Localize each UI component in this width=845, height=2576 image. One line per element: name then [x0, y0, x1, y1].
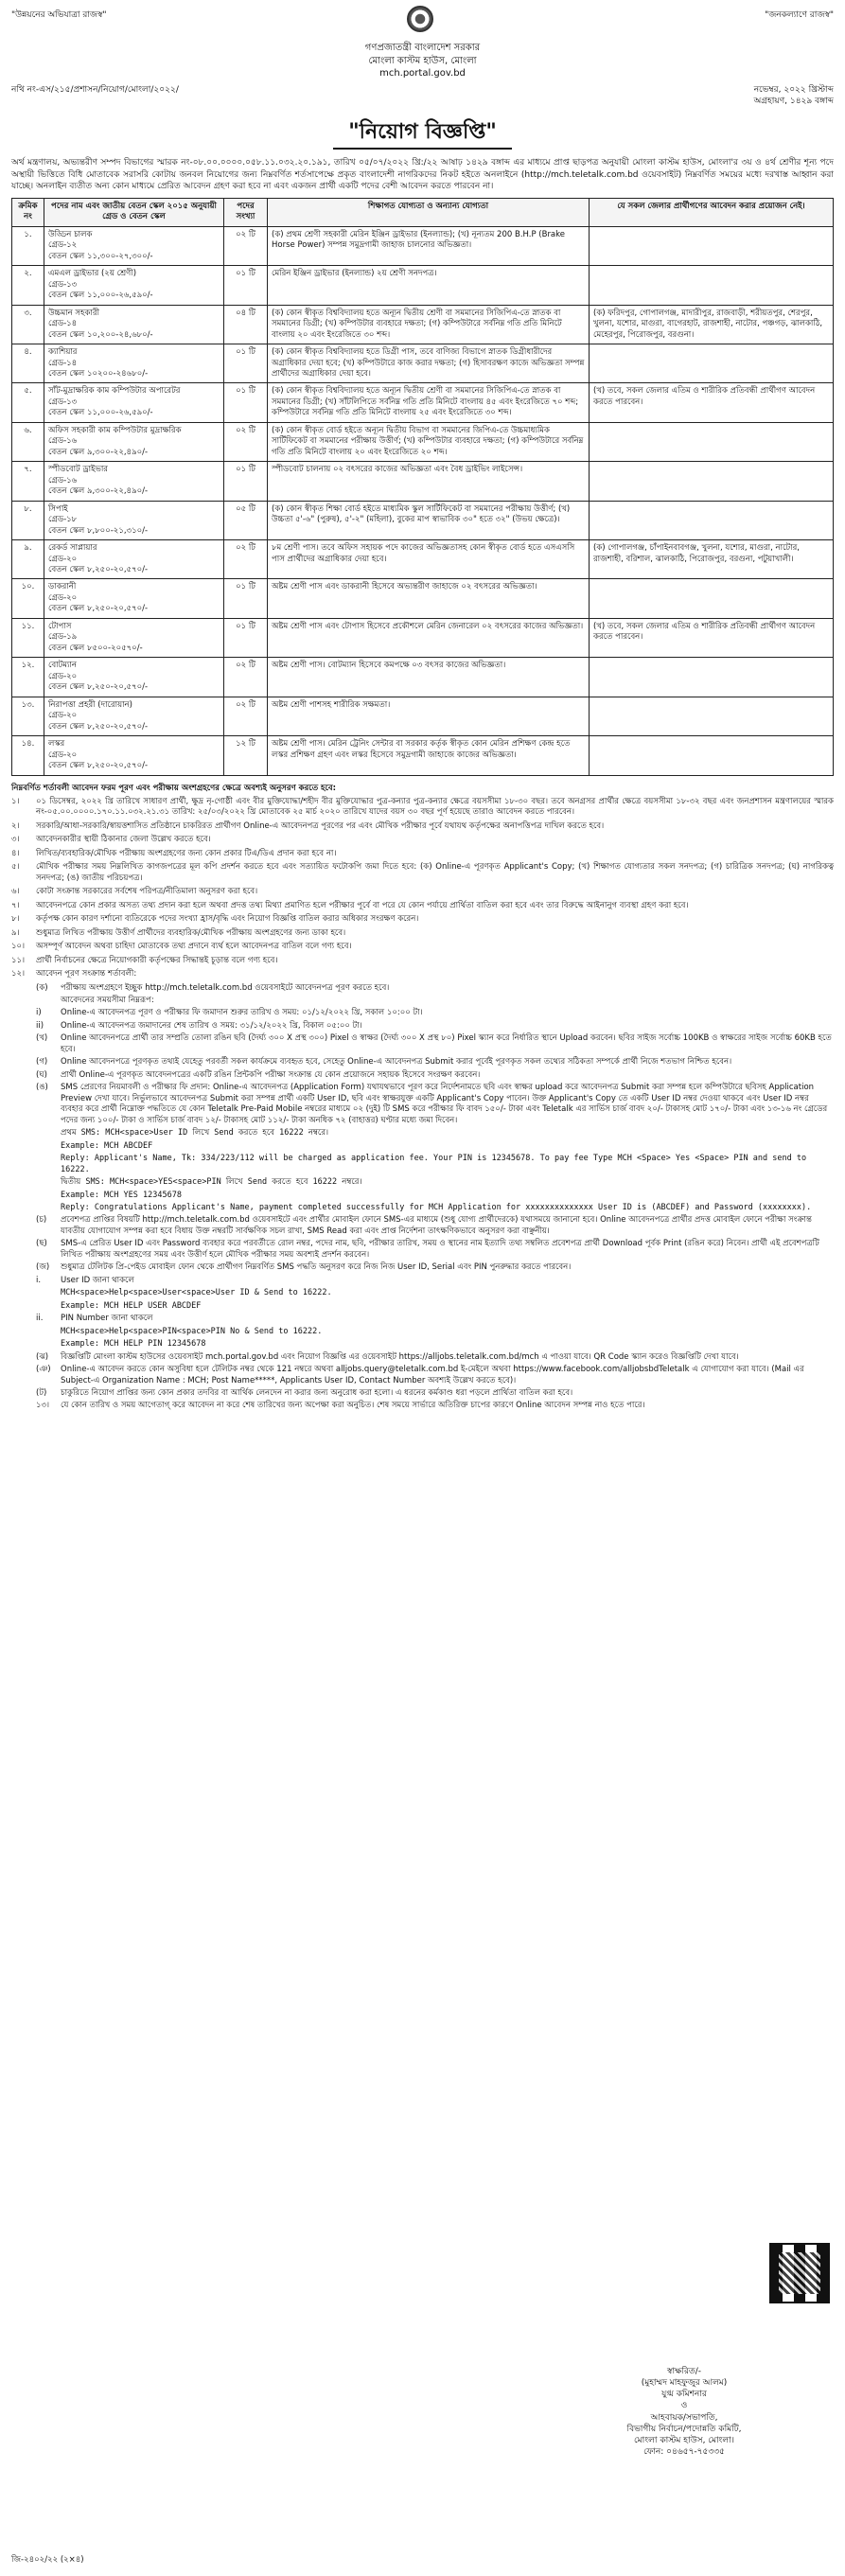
table-row [12, 736, 834, 775]
tail-rule [11, 1365, 834, 1386]
header-line-1: গণপ্রজাতন্ত্রী বাংলাদেশ সরকার [364, 43, 481, 53]
post-scale: বেতন স্কেল ৮৫০০-২০৫৭০/- [48, 643, 143, 653]
header-line-2: মোংলা কাস্টম হাউস, মোংলা [368, 55, 477, 66]
more-rules-list [11, 1215, 834, 1273]
cell-excluded-districts: (খ) তবে, সকল জেলার এতিম ও শারীরিক প্রতিবন্ধী প্রার্থীগণ আবেদন করতে পারবেন। [590, 618, 834, 657]
recovery-item [11, 1314, 834, 1324]
post-name: নিরাপত্তা প্রহরী (দারোয়ান) [48, 699, 132, 710]
rule-item-number: ১০। [11, 942, 26, 952]
rule-item-number: ১২। [11, 969, 26, 979]
cell-excluded-districts: (ক) ফরিদপুর, গোপালগঞ্জ, মাদারীপুর, রাজবাড়ী, শরীয়তপুর, শেরপুর, খুলনা, যশোর, মাগুরা, বাগেরহাট, রাজশাহী, নাটোর, পঞ্চগড়, ঝালকাঠি, মেহেরপুর, পিরোজপুর, বরগুনা। [590, 305, 834, 344]
cell-count: ০৪ টি [224, 305, 268, 344]
online-rule-text: Online আবেদনপত্রে পূরণকৃত তথ্যই যেহেতু পরবর্তী সকল কার্যক্রমে ব্যবহৃত হবে, সেহেতু Online-এ আবেদনপত্র Submit করার পূর্বেই পূরণকৃত সকল তথ্যের সঠিকতা সম্পর্কে প্রার্থী নিজে শতভাগ নিশ্চিত হবেন। [61, 1057, 732, 1067]
cell-qualification: অষ্টম শ্রেণী পাস। বোটম্যান হিসেবে কমপক্ষে ০৩ বৎসর কাজের অভিজ্ঞতা। [268, 658, 590, 697]
post-name: বোটম্যান [48, 661, 77, 671]
post-scale: বেতন স্কেল ১১,০০০-২৬,৫৯০/- [48, 408, 153, 418]
col-qualification: শিক্ষাগত যোগ্যতা ও অন্যান্য যোগ্যতা [268, 198, 590, 226]
post-grade: গ্রেড-১২ [48, 240, 78, 251]
recovery-text: PIN Number জানা থাকলে [61, 1314, 153, 1324]
more-rule-number: (জ) [36, 1262, 50, 1273]
table-row [12, 344, 834, 383]
cell-serial: ১২. [12, 658, 44, 697]
post-grade: গ্রেড-১৯ [48, 632, 78, 643]
rule-item-text: ০১ ডিসেম্বর, ২০২২ খ্রি তারিখে সাধারণ প্রার্থী, ক্ষুদ্র নৃ-গোষ্ঠী এবং বীর মুক্তিযোদ্ধা/শহীদ বীর মুক্তিযোদ্ধার পুত্র-কন্যার পুত্র-কন্যার ক্ষেত্রে বয়সসীমা ১৮-৩০ বছর। তবে অনগ্রসর প্রার্থীর ক্ষেত্রে বয়সসীমা ১৮-৩২ বছর এবং জনপ্রশাসন মন্ত্রণালয়ের স্মারক নং-০৫.০০.০০০০.১৭০.১১.০৩২.২১.৩১ তারিখ: ২৫/০৩/২০২২ খ্রি মোতাবেক ২৫ মার্চ ২০২০ তারিখে যাদের বয়স ৩০ বছর পূর্ণ হয়েছে তারাও আবেদন করতে পারবেন। [36, 796, 834, 818]
cell-qualification: (ক) কোন স্বীকৃত বিশ্ববিদ্যালয় হতে ডিগ্রী পাস, তবে বাণিজ্য বিভাগে স্নাতক ডিগ্রীধারীদের অগ্রাধিকার দেয়া হবে; (খ) কম্পিউটারে কাজ করার দক্ষতা; (গ) হিসাবরক্ষণ কাজে অভিজ্ঞতা সম্পন্ন প্রার্থীদের অগ্রাধিকার দেয়া হবে। [268, 344, 590, 383]
online-rule [11, 1008, 834, 1018]
qr-code-icon [769, 2243, 830, 2303]
rule-item [11, 914, 834, 925]
cell-qualification: অষ্টম শ্রেণী পাস এবং ডাকরানী হিসেবে অভ্যন্তরীণ জাহাজে ০২ বৎসরের অভিজ্ঞতা। [268, 579, 590, 618]
cell-serial: ১৩. [12, 697, 44, 735]
signatory-position: আহবায়ক/সভাপতি, [650, 2412, 718, 2423]
post-scale: বেতন স্কেল ১০২০০-২৪৬৮০/- [48, 368, 149, 379]
cell-post [44, 305, 224, 344]
date-english: নভেম্বর, ২০২২ খ্রিস্টাব্দ [753, 84, 834, 95]
post-grade: গ্রেড-২০ [48, 671, 78, 681]
online-rule-text: প্রার্থী Online-এ পূরণকৃত আবেদনপত্রের একটি রঙিন প্রিন্টকপি পরীক্ষা সংক্রান্ত যে কোন প্রয়োজনে সহায়ক হিসেবে সংরক্ষণ করবেন। [61, 1069, 481, 1080]
rules-heading: নিম্নবর্ণিত শর্তাবলী আবেদন ফরম পূরণ এবং পরীক্ষায় অংশগ্রহণের ক্ষেত্রে অবশ্যই অনুসরণ করতে হবে: [11, 783, 337, 793]
rule-item [11, 797, 834, 819]
col-excluded-districts: যে সকল জেলার প্রার্থীগণের আবেদন করার প্রয়োজন নেই। [590, 198, 834, 226]
recovery-text: User ID জানা থাকলে [61, 1275, 134, 1285]
rule-item [11, 942, 834, 952]
cell-serial: ৭. [12, 462, 44, 501]
notice-title-text: "নিয়োগ বিজ্ঞপ্তি" [333, 116, 512, 150]
cell-excluded-districts [590, 736, 834, 775]
online-rule [11, 983, 834, 994]
cell-qualification: (ক) কোন স্বীকৃত শিক্ষা বোর্ড হইতে মাধ্যমিক স্কুল সার্টিফিকেট বা সমমানের পরীক্ষায় উত্তীর্ণ; (খ) উচ্চতা ৫'-৬" (পুরুষ), ৫'-২" (মহিলা), বুকের মাপ স্বাভাবিক ৩০" হতে ৩২" (উভয় ক্ষেত্রে)। [268, 501, 590, 539]
recovery-example: Example: MCH HELP PIN 12345678 [61, 1339, 206, 1350]
post-grade: গ্রেড-১৮ [48, 515, 78, 525]
cell-serial: ১১. [12, 618, 44, 657]
rule-item-text: শুধুমাত্র লিখিত পরীক্ষায় উত্তীর্ণ প্রার্থীদের ব্যবহারিক/মৌখিক পরীক্ষায় অংশগ্রহণের জন্য ডাকা হবে। [36, 927, 346, 938]
memo-number: নথি নং-এস/২১৫/প্রশাসন/নিয়োগ/মোংলা/২০২২/ [11, 84, 179, 95]
tail-rule-text: Online-এ আবেদন করতে কোন অসুবিধা হলে টেলিটক নম্বর থেকে 121 নম্বরে অথবা alljobs.query@teletalk.com.bd ই-মেইলে অথবা https://www.facebook.com/alljobsbdTeletalk এ যোগাযোগ করা যাবে। (Mail এর Subject-এ Organization Name : MCH; Post Name*****, Applicants User ID, Contact Number অবশ্যই উল্লেখ করতে হবে)। [61, 1365, 804, 1385]
rule-item-number: ৩। [11, 835, 20, 845]
cell-post [44, 344, 224, 383]
online-rule [11, 1070, 834, 1081]
post-name: সাঁট-মুদ্রাক্ষরিক কাম কম্পিউটার অপারেটর [48, 386, 181, 397]
signatory-committee: বিভাগীয় নির্বাচন/পদোন্নতি কমিটি, [626, 2424, 742, 2434]
tail-rules-list [11, 1352, 834, 1412]
post-name: টোপাস [48, 621, 72, 631]
tail-rule-number: ১৩। [36, 1401, 50, 1411]
cell-excluded-districts [590, 658, 834, 697]
rule-item-number: ৮। [11, 914, 20, 925]
recovery-example: Example: MCH HELP USER ABCDEF [61, 1300, 202, 1311]
cell-qualification: অষ্টম শ্রেণী পাস এবং টোপাস হিসেবে প্রকৌশলে মেরিন জেনারেল ০২ বৎসরের কাজের অভিজ্ঞতা। [268, 618, 590, 657]
table-row [12, 266, 834, 305]
online-rule-number: (ক) [36, 982, 48, 993]
cell-count: ০২ টি [224, 226, 268, 265]
online-rule-text: আবেদনের সময়সীমা নিম্নরূপ: [61, 996, 154, 1006]
table-header-row [12, 198, 834, 226]
cell-count: ০১ টি [224, 266, 268, 305]
post-name: লস্কর [48, 739, 65, 750]
rule-item-text: কর্তৃপক্ষ কোন কারণ দর্শানো ব্যতিরেকে পদের সংখ্যা হ্রাস/বৃদ্ধি এবং নিয়োগ বিজ্ঞপ্তি বাতিল করার অধিকার সংরক্ষণ করেন। [36, 914, 419, 925]
rule-item-number: ১১। [11, 955, 26, 965]
online-rule-text: Online-এ আবেদনপত্র পূরণ ও পরীক্ষার ফি জমাদান শুরুর তারিখ ও সময়: ০১/১২/২০২২ খ্রি, সকাল ১০:০০ টা। [61, 1008, 423, 1018]
online-rule-text: Online-এ আবেদনপত্র জমাদানের শেষ তারিখ ও সময়: ৩১/১২/২০২২ খ্রি, বিকাল ০৫:০০ টা। [61, 1020, 362, 1031]
post-grade: গ্রেড-১৪ [48, 319, 78, 329]
rule-item-number: ২। [11, 820, 20, 831]
table-row [12, 305, 834, 344]
cell-qualification: মেরিন ইঞ্জিন ড্রাইভার (ইনল্যান্ড) ২য় শ্রেণী সনদপত্র। [268, 266, 590, 305]
rule-item-text: আবেদনকারীর স্থায়ী ঠিকানার জেলা উল্লেখ করতে হবে। [36, 835, 211, 845]
online-rule [11, 1021, 834, 1032]
table-row [12, 226, 834, 265]
more-rule-number: (চ) [36, 1215, 47, 1226]
cell-serial: ৯. [12, 540, 44, 579]
notice-title [11, 116, 834, 150]
post-name: উচ্চমান সহকারী [48, 308, 100, 318]
online-rule-text: Online আবেদনপত্রে প্রার্থী তার সম্প্রতি তোলা রঙিন ছবি (দৈর্ঘ্য ৩০০ X প্রস্থ ৩০০) Pixel ও স্বাক্ষর (দৈর্ঘ্য ৩০০ X প্রস্থ ৮০) Pixel স্ক্যান করে নির্ধারিত স্থানে Upload করবেন। ছবির সাইজ সর্বোচ্চ 100KB ও স্বাক্ষরের সাইজ সর্বোচ্চ 60KB হতে হবে। [61, 1033, 832, 1054]
col-post: পদের নাম এবং জাতীয় বেতন স্কেল ২০১৫ অনুযায়ী গ্রেড ও বেতন স্কেল [44, 198, 224, 226]
posts-table [11, 198, 834, 776]
tail-rule-text: চাকুরিতে নিয়োগ প্রাপ্তির জন্য কোন প্রকার তদবির বা আর্থিক লেনদেন না করার জন্য অনুরোধ করা হলো। এ ধরনের কর্মকাণ্ড ধরা পড়লে প্রার্থিতা বাতিল করা হবে। [61, 1388, 573, 1399]
memo-row [11, 84, 834, 107]
cell-serial: ১০. [12, 579, 44, 618]
cell-serial: ১৪. [12, 736, 44, 775]
rule-item [11, 821, 834, 832]
rule-item-number: ১। [11, 796, 20, 806]
table-row [12, 383, 834, 422]
rule-item [11, 835, 834, 845]
memo-dates [754, 84, 834, 107]
rule-item [11, 849, 834, 859]
online-rule-text: SMS প্রেরণের নিয়মাবলী ও পরীক্ষার ফি প্রদান: Online-এ আবেদনপত্র (Application Form) যথাযথভাবে পূরণ করে নির্দেশনামতে ছবি এবং স্বাক্ষর upload করে আবেদনপত্র Submit করা সম্পন্ন হলে কম্পিউটারে ছবিসহ Application Preview দেখা যাবে। নির্ভুলভাবে আবেদনপত্র Submit করা সম্পন্ন প্রার্থী একটি User ID, ছবি এবং স্বাক্ষরযুক্ত একটি Applicant's Copy পাবেন। উক্ত Applicant's Copy তে একটি User ID নম্বর দেওয়া থাকবে এবং User ID নম্বর ব্যবহার করে প্রার্থী নিম্নোক্ত পদ্ধতিতে যে কোন Teletalk Pre-Paid Mobile নম্বরের মাধ্যমে ০২ (দুই) টি SMS করে পরীক্ষার ফি বাবদ ১৫০/- টাকা এবং Teletalk এর সার্ভিস চার্জ বাবদ ২০/- টাকাসহ মোট ১৭০/- টাকা এবং ১৩-১৬ নং গ্রেডের পদের জন্য ১০০/- টাকা ও সার্ভিস চার্জ বাবদ ১২/- টাকাসহ মোট ১১২/- টাকা অনধিক ৭২ (বাহাত্তর) ঘণ্টার মধ্যে জমা দিবেন। [61, 1083, 828, 1125]
signatory-and: ও [680, 2401, 688, 2411]
recovery-number: i. [36, 1275, 42, 1285]
rule-item-number: ৪। [11, 848, 20, 858]
post-grade: গ্রেড-১৩ [48, 397, 78, 407]
rule-item-text: মৌখিক পরীক্ষার সময় নিম্নলিখিত কাগজপত্রের মূল কপি প্রদর্শন করতে হবে এবং সত্যায়িত ফটোকপি জমা দিতে হবে: (ক) Online-এ পূরণকৃত Applicant's Copy; (খ) শিক্ষাগত যোগ্যতার সকল সনদপত্র; (গ) চারিত্রিক সনদপত্র; (ঘ) নাগরিকত্ব সনদপত্র; (ঙ) জাতীয় পরিচয়পত্র। [36, 862, 834, 883]
rule-item-text: সরকারি/আধা-সরকারি/স্বায়ত্তশাসিত প্রতিষ্ঠানে চাকরিরত প্রার্থীগণ Online-এ আবেদনপত্র পূরণের পর এবং মৌখিক পরীক্ষার পূর্বে যথাযথ কর্তৃপক্ষের অনাপত্তিপত্র দাখিল করতে হবে। [36, 820, 605, 831]
cell-count: ০১ টি [224, 579, 268, 618]
post-name: অফিস সহকারী কাম কম্পিউটার মুদ্রাক্ষরিক [48, 425, 182, 435]
rules-list [11, 797, 834, 980]
rules-section [11, 784, 834, 1412]
government-seal-icon [407, 6, 433, 32]
cell-post [44, 383, 224, 422]
cell-post [44, 462, 224, 501]
cell-count: ০১ টি [224, 462, 268, 501]
cell-count: ০১ টি [224, 344, 268, 383]
cell-count: ০৫ টি [224, 501, 268, 539]
cell-serial: ৪. [12, 344, 44, 383]
table-row [12, 501, 834, 539]
post-scale: বেতন স্কেল ৮,২৫০-২০,৫৭০/- [48, 682, 149, 693]
post-scale: বেতন স্কেল ৮,২৫০-২০,৫৭০/- [48, 761, 149, 771]
table-row [12, 462, 834, 501]
cell-post [44, 422, 224, 461]
post-scale: বেতন স্কেল ৮,২৫০-২০,৫৭০/- [48, 721, 149, 732]
cell-post [44, 618, 224, 657]
rule-item-text: কোটা সংক্রান্ত সরকারের সর্বশেষ পরিপত্র/নীতিমালা অনুসরণ করা হবে। [36, 887, 258, 897]
more-rule [11, 1239, 834, 1261]
signatory-phone: ফোন: ০৪৬৫৭-৭৫৩৩৫ [643, 2446, 725, 2457]
post-name: এমএল ড্রাইভার (২য় শ্রেণী) [48, 269, 137, 279]
cell-excluded-districts [590, 462, 834, 501]
post-grade: গ্রেড-২০ [48, 711, 78, 721]
cell-excluded-districts: (খ) তবে, সকল জেলার এতিম ও শারীরিক প্রতিবন্ধী প্রার্থীগণ আবেদন করতে পারবেন। [590, 383, 834, 422]
online-rule-number: (ঘ) [36, 1069, 47, 1080]
cell-qualification: (ক) কোন স্বীকৃত বিশ্ববিদ্যালয় হতে অন্যূন দ্বিতীয় শ্রেণী বা সমমানের সিজিপিএ-তে স্নাতক বা সমমানের ডিগ্রী; (খ) কম্পিউটার ব্যবহারে দক্ষতা; (গ) কম্পিউটারে সর্বনিম্ন গতি প্রতি মিনিটে বাংলায় ২০ এবং ইংরেজিতে ৩০ শব্দ। [268, 305, 590, 344]
cell-post [44, 697, 224, 735]
cell-count: ০১ টি [224, 383, 268, 422]
rule-item-number: ৬। [11, 887, 20, 897]
more-rule-text: প্রবেশপত্র প্রাপ্তির বিষয়টি http://mch.teletalk.com.bd ওয়েবসাইটে এবং প্রার্থীর মোবাইল ফোনে SMS-এর মাধ্যমে (শুধু যোগ্য প্রার্থীদেরকে) যথাসময়ে জানানো হবে। Online আবেদনপত্রে প্রার্থীর প্রদত্ত মোবাইল ফোনে পরীক্ষা সংক্রান্ত যাবতীয় যোগাযোগ সম্পন্ন করা হবে বিধায় উক্ত নম্বরটি সার্বক্ষণিক সচল রাখা, SMS Read করা এবং প্রাপ্ত নির্দেশনা তাৎক্ষণিকভাবে অনুসরণ করা বাঞ্ছনীয়। [61, 1215, 812, 1236]
online-rule-number: (ঙ) [36, 1083, 48, 1093]
post-scale: বেতন স্কেল ৮,২৫০-২০,৫৭০/- [48, 565, 149, 575]
sms-steps-list [11, 1128, 834, 1213]
cell-qualification: (ক) প্রথম শ্রেণী সহকারী মেরিন ইঞ্জিন ড্রাইভার (ইনল্যান্ড); (খ) নূন্যতম 200 B.H.P (Brake Horse Power) সম্পন্ন সমুদ্রগামী জাহাজ চালনোর অভিজ্ঞতা। [268, 226, 590, 265]
post-grade: গ্রেড-২০ [48, 592, 78, 603]
cell-excluded-districts [590, 579, 834, 618]
post-name: ক্যাশিয়ার [48, 347, 78, 358]
cell-qualification: অষ্টম শ্রেণী পাশসহ শারীরিক সক্ষমতা। [268, 697, 590, 735]
rule-item [11, 956, 834, 966]
recovery-list [11, 1276, 834, 1350]
cell-qualification: অষ্টম শ্রেণী পাস। মেরিন ট্রেনিং সেন্টার বা সরকার কর্তৃক স্বীকৃত কোন মেরিন প্রশিক্ষণ কেন্দ্র হতে লস্কর প্রশিক্ষণ গ্রহণ এবং লস্কর হিসেবে সমুদ্রগামী জাহাজে কাজের অভিজ্ঞতা। [268, 736, 590, 775]
recovery-item [11, 1276, 834, 1286]
post-name: উড্ডিন চালক [48, 229, 93, 239]
post-grade: গ্রেড-২০ [48, 750, 78, 760]
cell-serial: ৬. [12, 422, 44, 461]
cell-count: ০২ টি [224, 540, 268, 579]
rule-item-text: প্রার্থী নির্বাচনের ক্ষেত্রে নিয়োগকারী কর্তৃপক্ষের সিদ্ধান্তই চূড়ান্ত বলে গণ্য হবে। [36, 955, 278, 965]
signatory-name: (মুহাম্মদ মাহফুজুর আলম) [641, 2378, 728, 2389]
signature-block [561, 2366, 807, 2458]
post-scale: বেতন স্কেল ৮,২৫০-২০,৫৭০/- [48, 604, 149, 614]
online-rule [11, 996, 834, 1006]
cell-post [44, 266, 224, 305]
tail-rule [11, 1401, 834, 1411]
cell-post [44, 658, 224, 697]
sms-step-example: Example: MCH ABCDEF [61, 1140, 153, 1151]
post-name: সিপাই [48, 503, 68, 514]
cell-post [44, 540, 224, 579]
post-grade: গ্রেড-১৬ [48, 475, 78, 485]
more-rule-number: (ছ) [36, 1239, 47, 1249]
cell-qualification: (ক) কোন স্বীকৃত বোর্ড হইতে অন্যূন দ্বিতীয় বিভাগ বা সমমানের জিপিএ-তে উচ্চমাধ্যমিক সার্টিফিকেট বা সমমানের পরীক্ষায় উত্তীর্ণ; (খ) কম্পিউটার ব্যবহারে দক্ষতা; (গ) কম্পিউটারে সর্বনিম্ন গতি প্রতি মিনিটে বাংলায় ২০ এবং ইংরেজিতে ২০ শব্দ। [268, 422, 590, 461]
rule-item [11, 901, 834, 911]
online-rule [11, 1033, 834, 1055]
rule-item-number: ৯। [11, 927, 20, 938]
online-rule-number: ii) [36, 1020, 44, 1031]
post-grade: গ্রেড-১৪ [48, 358, 78, 368]
online-rule-number [36, 996, 61, 1006]
cell-qualification: স্পীডবোট চালনায় ০২ বৎসরের কাজের অভিজ্ঞতা এবং বৈধ ড্রাইভিং লাইসেন্স। [268, 462, 590, 501]
signature-label: স্বাক্ষরিত/- [667, 2367, 701, 2376]
more-rule-text: শুধুমাত্র টেলিটক প্রি-পেইড মোবাইল ফোন থেকে প্রার্থীগণ নিম্নবর্ণিত SMS পদ্ধতি অনুসরণ করে নিজ নিজ User ID, Serial এবং PIN পুনরুদ্ধার করতে পারবেন। [61, 1262, 572, 1273]
table-row [12, 658, 834, 697]
tail-rule [11, 1352, 834, 1363]
post-name: ডাকরানী [48, 582, 77, 592]
cell-post [44, 579, 224, 618]
tail-rule-text: যে কোন তারিখ ও সময় আগেতাগ্ করে আবেদন না করে শেষ তারিখের জন্য অপেক্ষা করা অনুচিত। শেষ সময়ে সার্ভারে অতিরিক্ত চাপের কারণে Online আবেদন সম্পন্ন নাও হতে পারে। [61, 1401, 645, 1411]
left-motto: "উন্নয়নের অভিযাত্রা রাজস্ব" [11, 10, 107, 20]
online-rule-number: (গ) [36, 1057, 48, 1067]
cell-excluded-districts: (ক) গোপালগঞ্জ, চাঁপাইনবাবগঞ্জ, খুলনা, যশোর, মাগুরা, নাটোর, রাজশাহী, বরিশাল, ঝালকাঠি, পিরোজপুর, বরগুনা, পটুয়াখালী। [590, 540, 834, 579]
tail-rule-number: (ট) [36, 1388, 47, 1399]
cell-excluded-districts [590, 422, 834, 461]
cell-excluded-districts [590, 226, 834, 265]
col-serial: ক্রমিক নং [12, 198, 44, 226]
online-rule [11, 1083, 834, 1126]
col-count: পদের সংখ্যা [224, 198, 268, 226]
right-motto: "জনকল্যাণে রাজস্ব" [765, 10, 834, 20]
post-scale: বেতন স্কেল ১১,৩০০-২৭,৩০০/- [48, 251, 153, 261]
cell-post [44, 736, 224, 775]
rule-item-text: অসম্পূর্ণ আবেদন অথবা চাহিদা মোতাবেক তথ্য প্রদানে ব্যর্থ হলে আবেদনপত্র বাতিল বলে গণ্য হবে। [36, 942, 352, 952]
cell-count: ১২ টি [224, 736, 268, 775]
tail-rule-number: (ঝ) [36, 1351, 49, 1362]
intro-paragraph: অর্থ মন্ত্রণালয়, অভ্যন্তরীণ সম্পদ বিভাগের স্মারক নং-০৮.০০.০০০০.০৫৮.১১.০৩২.২০.১৯১, তারিখ ০৫/০৭/২০২২ খ্রি:/২২ আষাঢ় ১৪২৯ বঙ্গাব্দ এর মাধ্যমে প্রাপ্ত ছাড়পত্র অনুযায়ী মোংলা কাস্টম হাউস, মোংলা'র ৩য় ও ৪র্থ শ্রেণীর শূন্য পদে অস্থায়ী ভিত্তিতে বিধি মোতাবেক সরাসরি কোটায় জনবল নিয়োগের জন্য নিম্নবর্ণিত শর্তসাপেক্ষে প্রকৃত বাংলাদেশী নাগরিকদের নিকট হইতে অনলাইনে (http://mch.teletalk.com.bd ওয়েবসাইট) নিম্নবর্ণিত সময়ের মধ্যে দরখাস্ত আহ্বান করা যাচ্ছে। অনলাইন ব্যতীত অন্য কোন মাধ্যমে প্রেরিত আবেদন গ্রহণ করা হবে না এবং একজন প্রার্থী একটি পদের বেশী আবেদন করতে পারবেন না। [11, 158, 834, 191]
table-row [12, 697, 834, 735]
recovery-code: MCH<space>Help<space>PIN<space>PIN No & Send to 16222. [61, 1326, 323, 1336]
signatory-office: মোংলা কাস্টম হাউস, মোংলা। [634, 2435, 734, 2445]
post-scale: বেতন স্কেল ১০,২০০-২৪,৬৮০/- [48, 329, 153, 340]
post-scale: বেতন স্কেল ৯,৩০০-২২,৪৯০/- [48, 486, 149, 497]
cell-count: ০২ টি [224, 422, 268, 461]
cell-qualification: ৮ম শ্রেণী পাস। তবে অফিস সহায়ক পদে কাজের অভিজ্ঞতাসহ কোন স্বীকৃত বোর্ড হতে এসএসসি পাস প্রার্থীদের অগ্রাধিকার দেয়া হবে। [268, 540, 590, 579]
cell-excluded-districts [590, 266, 834, 305]
online-rule-number: (খ) [36, 1033, 48, 1044]
cell-serial: ৩. [12, 305, 44, 344]
table-row [12, 618, 834, 657]
sms-step-example: Example: MCH YES 12345678 [61, 1190, 182, 1200]
posts-table-body [12, 226, 834, 775]
cell-serial: ১. [12, 226, 44, 265]
cell-post [44, 501, 224, 539]
post-name: রেকর্ড সাপ্লায়ার [48, 543, 97, 554]
more-rule-text: SMS-এ প্রেরিত User ID এবং Password ব্যবহার করে পরবর্তীতে রোল নম্বর, পদের নাম, ছবি, পরীক্ষার তারিখ, সময় ও স্থানের নাম ইত্যাদি তথ্য সম্বলিত প্রবেশপত্র প্রার্থী Download পূর্বক Print (রঙিন করে) নিবেন। প্রার্থী এই প্রবেশপত্রটি লিখিত পরীক্ষায় অংশগ্রহণের সময় এবং উত্তীর্ণ হলে মৌখিক পরীক্ষার সময় অবশ্যই প্রদর্শন করবেন। [61, 1239, 819, 1260]
table-row [12, 422, 834, 461]
date-bangla: অগ্রহায়ণ, ১৪২৯ বঙ্গাব্দ [753, 96, 834, 106]
online-rule [11, 1057, 834, 1067]
more-rule [11, 1262, 834, 1273]
post-grade: গ্রেড-১৩ [48, 279, 78, 290]
rule-item [11, 969, 834, 979]
rule-item-text: আবেদন পূরণ সংক্রান্ত শর্তাবলী: [36, 969, 137, 979]
rule-item-text: আবেদনপত্রে কোন প্রকার অসত্য তথ্য প্রদান করা হলে অথবা প্রদত্ত তথ্য মিথ্যা প্রমাণিত হলে পরীক্ষার পূর্বে বা পরে যে কোন পর্যায়ে প্রার্থিতা বাতিল করা হবে এবং তার বিরুদ্ধে আইনানুগ ব্যবস্থা গ্রহণ করা হবে। [36, 900, 689, 910]
rule-item [11, 928, 834, 939]
rule-item-number: ৫। [11, 862, 20, 873]
post-scale: বেতন স্কেল ৮,৮০০-২১,৩১০/- [48, 525, 149, 536]
table-row [12, 579, 834, 618]
cell-post [44, 226, 224, 265]
cell-count: ০২ টি [224, 658, 268, 697]
more-rule [11, 1215, 834, 1237]
recovery-code: MCH<space>Help<space>User<space>User ID & Send to 16222. [61, 1288, 332, 1298]
rule-item-number: ৭। [11, 900, 20, 910]
cell-count: ০১ টি [224, 618, 268, 657]
post-name: স্পীডবোট ড্রাইভার [48, 465, 108, 475]
post-scale: বেতন স্কেল ১১,০০০-২৬,৫৯০/- [48, 291, 153, 301]
office-header [11, 42, 834, 80]
tail-rule [11, 1388, 834, 1399]
online-rules-list [11, 983, 834, 1127]
rule-item-text: লিখিত/ব্যবহারিক/মৌখিক পরীক্ষায় অংশগ্রহণের জন্য কোন প্রকার টিএ/ডিএ প্রদান করা হবে না। [36, 848, 337, 858]
sms-step-line: Reply: Applicant's Name, Tk: 334/223/112 will be charged as application fee. Your PIN is 12345678. To pay fee Type MCH <Space> Yes <Space> PIN and send to 16222. [61, 1154, 807, 1174]
table-row [12, 540, 834, 579]
rule-item [11, 862, 834, 884]
post-scale: বেতন স্কেল ৯,৩০০-২২,৪৯০/- [48, 447, 149, 457]
cell-excluded-districts [590, 501, 834, 539]
print-code: জি-২৪০২/২২ (২×৪) [11, 2555, 84, 2565]
cell-excluded-districts [590, 697, 834, 735]
cell-count: ০২ টি [224, 697, 268, 735]
online-rule-text: পরীক্ষায় অংশগ্রহণে ইচ্ছুক http://mch.teletalk.com.bd ওয়েবসাইটে আবেদনপত্র পূরণ করতে হবে। [61, 982, 390, 993]
post-grade: গ্রেড-১৬ [48, 436, 78, 447]
tail-rule-number: (ঞ) [36, 1365, 51, 1375]
online-rule-number: i) [36, 1008, 42, 1018]
post-grade: গ্রেড-২০ [48, 554, 78, 564]
cell-qualification: (ক) কোন স্বীকৃত বিশ্ববিদ্যালয় হতে অন্যূন দ্বিতীয় শ্রেণী বা সমমানের সিজিপিএ-তে স্নাতক বা সমমানের ডিগ্রী; (খ) সাঁটলিপিতে সর্বনিম্ন গতি প্রতি মিনিটে বাংলায় ৪৫ এবং ইংরেজিতে ৭০ শব্দ; কম্পিউটারে সর্বনিম্ন গতি প্রতি মিনিটে বাংলায় ২৫ এবং ইংরেজিতে ৩০ শব্দ। [268, 383, 590, 422]
cell-serial: ৮. [12, 501, 44, 539]
cell-excluded-districts [590, 344, 834, 383]
cell-serial: ২. [12, 266, 44, 305]
recovery-number: ii. [36, 1314, 44, 1324]
rule-item [11, 887, 834, 897]
signatory-role: যুগ্ম কমিশনার [661, 2390, 707, 2400]
cell-serial: ৫. [12, 383, 44, 422]
sms-step-line: প্রথম SMS: MCH<space>User ID লিখে Send করতে হবে 16222 নম্বরে। [61, 1128, 329, 1138]
sms-step-line: দ্বিতীয় SMS: MCH<space>YES<space>PIN লিখে Send করতে হবে 16222 নম্বরে। [61, 1177, 362, 1188]
sms-step-line: Reply: Congratulations Applicant's Name, payment completed successfully for MCH Application for xxxxxxxxxxxxxx User ID is (ABCDEF) and Password (xxxxxxxx). [61, 1202, 812, 1212]
header-website: mch.portal.gov.bd [379, 68, 466, 79]
tail-rule-text: বিজ্ঞপ্তিটি মোংলা কাস্টম হাউসের ওয়েবসাইট mch.portal.gov.bd এবং নিয়োগ বিজ্ঞপ্তি এর ওয়েবসাইট https://alljobs.teletalk.com.bd/mch এ পাওয়া যাবে। QR Code স্ক্যান করেও বিজ্ঞপ্তিটি দেখা যাবে। [61, 1351, 739, 1362]
